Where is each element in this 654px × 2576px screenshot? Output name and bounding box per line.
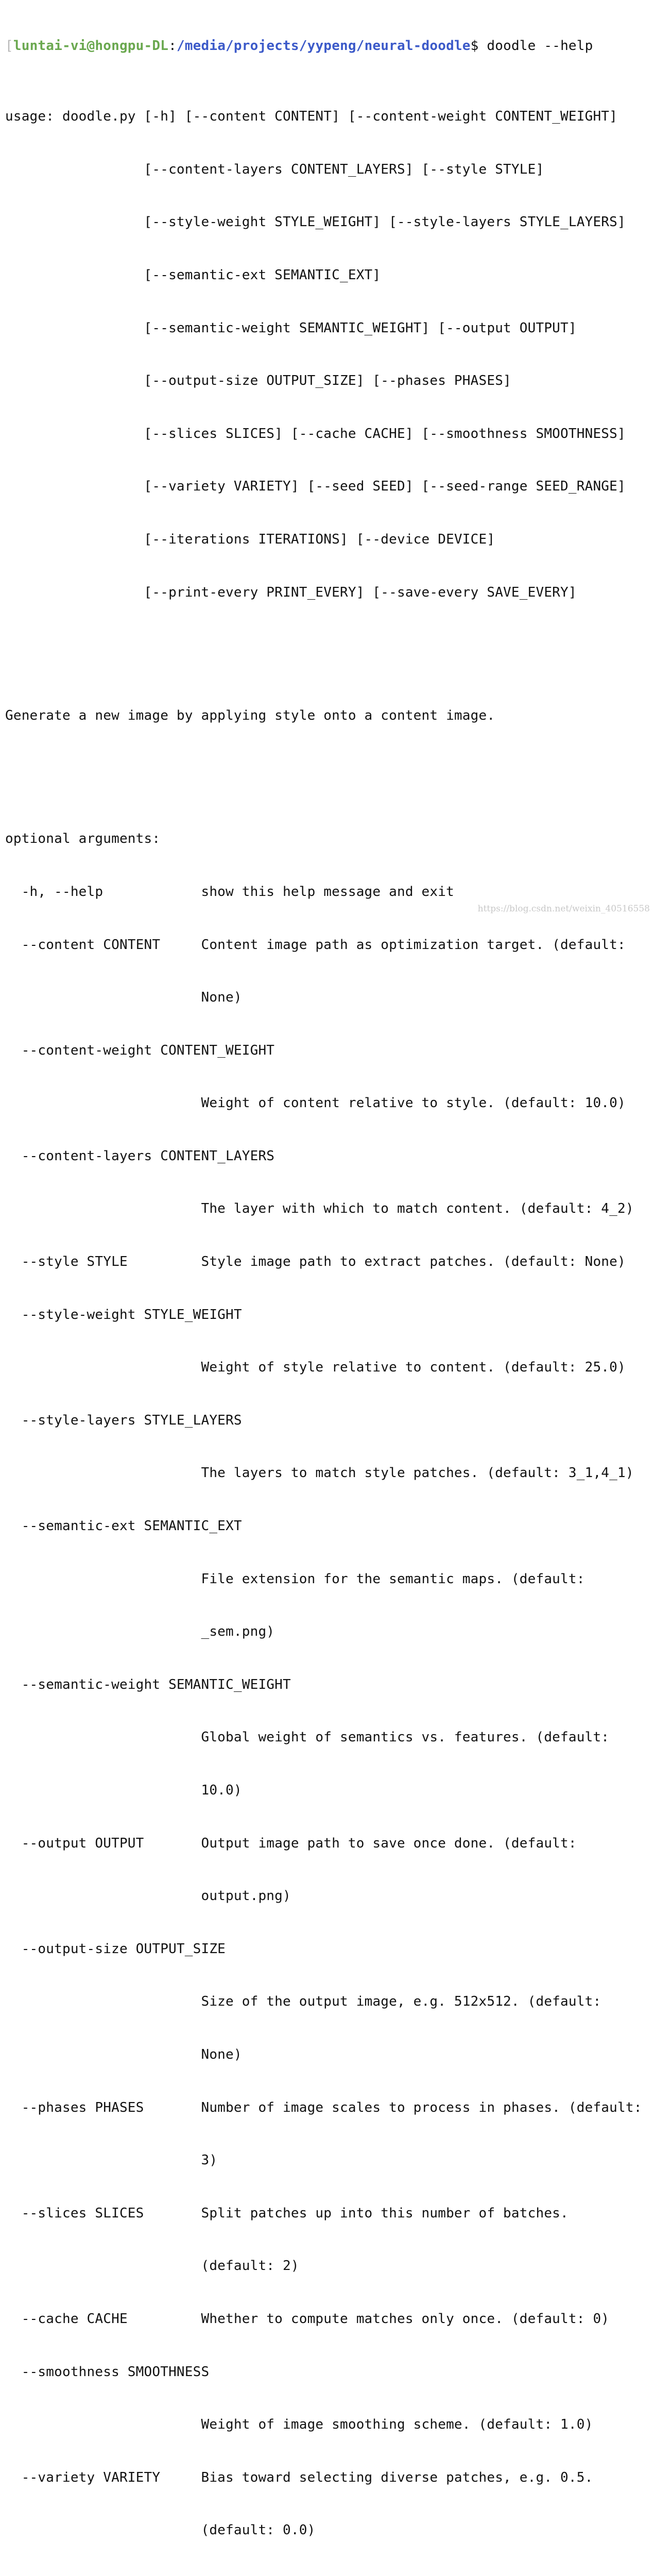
usage-line: [--iterations ITERATIONS] [--device DEVICE] <box>5 531 495 547</box>
argument-line: --semantic-ext SEMANTIC_EXT <box>5 1518 242 1534</box>
description-line: Generate a new image by applying style onto a content image. <box>5 707 495 723</box>
argument-line: --slices SLICES Split patches up into this number of batches. <box>5 2205 569 2221</box>
argument-line: --content CONTENT Content image path as optimization target. (default: <box>5 937 626 953</box>
argument-line: 3) <box>5 2153 218 2168</box>
argument-line: None) <box>5 2046 242 2062</box>
usage-line: [--content-layers CONTENT_LAYERS] [--style STYLE] <box>5 161 544 177</box>
argument-line: _sem.png) <box>5 1624 275 1640</box>
argument-line: (default: 2) <box>5 2258 299 2274</box>
argument-line: --variety VARIETY Bias toward selecting diverse patches, e.g. 0.5. <box>5 2469 593 2485</box>
prompt-bracket: [ <box>5 38 13 54</box>
argument-line: (default: 0.0) <box>5 2522 316 2538</box>
argument-line: The layer with which to match content. (default: 4_2) <box>5 1201 634 1217</box>
usage-line: [--semantic-ext SEMANTIC_EXT] <box>5 267 381 283</box>
blank-line <box>5 760 649 777</box>
argument-line: --smoothness SMOOTHNESS <box>5 2364 210 2380</box>
prompt-colon: : <box>168 38 177 54</box>
argument-line: Size of the output image, e.g. 512x512. (default: <box>5 1994 601 2010</box>
blank-line <box>5 654 649 671</box>
argument-line: Weight of content relative to style. (default: 10.0) <box>5 1095 626 1111</box>
terminal-output[interactable] <box>5 2 649 2576</box>
usage-line: [--output-size OUTPUT_SIZE] [--phases PHASES] <box>5 373 511 389</box>
argument-line: --content-layers CONTENT_LAYERS <box>5 1148 275 1164</box>
argument-line: Weight of style relative to content. (default: 25.0) <box>5 1360 626 1376</box>
optional-arguments-header: optional arguments: <box>5 831 161 847</box>
prompt-dollar: $ <box>470 38 479 54</box>
argument-line: -h, --help show this help message and exit <box>5 884 454 900</box>
usage-line: [--style-weight STYLE_WEIGHT] [--style-layers STYLE_LAYERS] <box>5 214 626 230</box>
argument-line: 10.0) <box>5 1783 242 1799</box>
argument-line: Global weight of semantics vs. features. (default: <box>5 1730 610 1745</box>
watermark-text: https://blog.csdn.net/weixin_40516558 <box>477 904 650 914</box>
argument-line: --output-size OUTPUT_SIZE <box>5 1941 226 1957</box>
argument-line: --content-weight CONTENT_WEIGHT <box>5 1042 275 1058</box>
argument-line: None) <box>5 990 242 1006</box>
argument-line: The layers to match style patches. (default: 3_1,4_1) <box>5 1465 634 1481</box>
usage-line: [--semantic-weight SEMANTIC_WEIGHT] [--output OUTPUT] <box>5 320 577 336</box>
prompt-user-host: luntai-vi@hongpu-DL <box>13 38 169 54</box>
usage-line: [--print-every PRINT_EVERY] [--save-every SAVE_EVERY] <box>5 584 577 600</box>
argument-line: --style STYLE Style image path to extract patches. (default: None) <box>5 1254 626 1270</box>
argument-line: --cache CACHE Whether to compute matches only once. (default: 0) <box>5 2311 610 2327</box>
argument-line: --style-weight STYLE_WEIGHT <box>5 1307 242 1323</box>
argument-line: --phases PHASES Number of image scales to process in phases. (default: <box>5 2099 642 2115</box>
argument-line: --semantic-weight SEMANTIC_WEIGHT <box>5 1676 291 1692</box>
argument-line: --style-layers STYLE_LAYERS <box>5 1412 242 1428</box>
prompt-path: /media/projects/yypeng/neural-doodle <box>176 38 471 54</box>
command-text: doodle --help <box>478 38 593 54</box>
usage-line: [--variety VARIETY] [--seed SEED] [--seed-range SEED_RANGE] <box>5 479 626 495</box>
argument-line: --output OUTPUT Output image path to save once done. (default: <box>5 1835 577 1851</box>
usage-line: usage: doodle.py [-h] [--content CONTENT] [--content-weight CONTENT_WEIGHT] <box>5 109 617 125</box>
usage-line: [--slices SLICES] [--cache CACHE] [--smoothness SMOOTHNESS] <box>5 426 626 442</box>
prompt-line <box>5 37 649 55</box>
argument-line: Weight of image smoothing scheme. (default: 1.0) <box>5 2417 593 2433</box>
argument-line: output.png) <box>5 1888 291 1904</box>
argument-line: File extension for the semantic maps. (default: <box>5 1571 585 1587</box>
